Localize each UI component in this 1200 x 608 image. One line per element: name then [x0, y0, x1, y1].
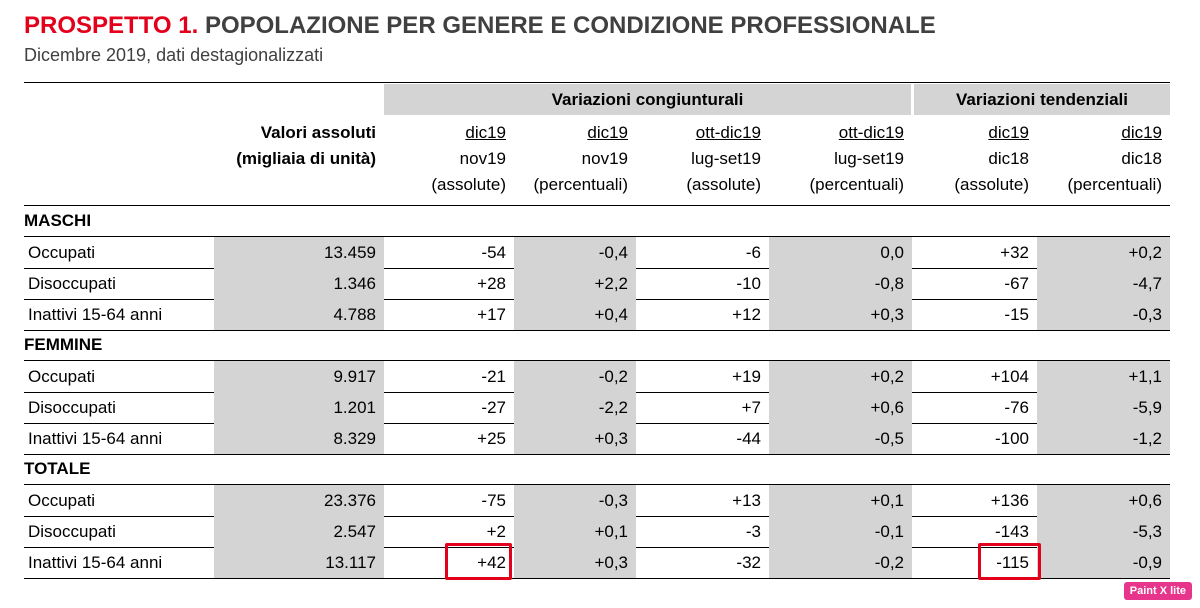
table-row [24, 237, 1170, 268]
variation-cell: -0,1 [769, 516, 912, 547]
table-row [24, 268, 1170, 299]
variation-cell: +42 [477, 553, 506, 572]
abs-values-header [214, 120, 376, 172]
variation-cell: +104 [990, 367, 1029, 386]
section-header: FEMMINE [24, 335, 103, 354]
variation-cell: +0,1 [769, 485, 912, 516]
absolute-value-cell: 9.917 [214, 361, 384, 392]
variation-cell: +19 [732, 367, 761, 386]
table-subtitle: Dicembre 2019, dati destagionalizzati [24, 45, 324, 65]
variation-cell: -75 [481, 491, 506, 510]
column-header-3-line2: lug-set19 [691, 149, 761, 168]
variation-cell: +0,2 [1037, 237, 1170, 268]
abs-header-line1: Valori assoluti [260, 123, 376, 142]
absolute-value-cell: 1.201 [214, 392, 384, 423]
variation-cell: -0,5 [769, 423, 912, 454]
row-label: Inattivi 15-64 anni [28, 305, 163, 324]
variation-cell: -10 [736, 274, 761, 293]
variation-cell: +0,4 [514, 299, 636, 330]
absolute-value-cell: 13.117 [214, 547, 384, 578]
variation-cell: -4,7 [1037, 268, 1170, 299]
column-header-2-line2: nov19 [581, 149, 628, 168]
variation-cell: -6 [745, 243, 761, 262]
column-header-3 [636, 120, 761, 198]
column-header-2-line1: dic19 [587, 123, 628, 142]
variation-cell: +7 [741, 398, 761, 417]
variation-cell: -0,3 [1037, 299, 1170, 330]
variation-cell: -21 [481, 367, 506, 386]
header-bottom-rule [24, 205, 1170, 206]
variation-cell: +0,6 [769, 392, 912, 423]
variation-cell: -115 [996, 553, 1029, 572]
column-header-5-line2: dic18 [988, 149, 1029, 168]
column-header-1-line1: dic19 [465, 123, 506, 142]
variation-cell: -44 [736, 429, 761, 448]
variation-cell: +12 [732, 305, 761, 324]
column-header-6-line1: dic19 [1121, 123, 1162, 142]
abs-header-line2: (migliaia di unità) [236, 149, 376, 168]
column-header-2 [514, 120, 628, 198]
variation-cell: -2,2 [514, 392, 636, 423]
absolute-value-cell: 2.547 [214, 516, 384, 547]
variation-cell: +28 [477, 274, 506, 293]
column-header-4 [769, 120, 904, 198]
variation-cell: +13 [732, 491, 761, 510]
row-label: Inattivi 15-64 anni [28, 429, 163, 448]
variation-cell: +0,6 [1037, 485, 1170, 516]
absolute-value-cell: 13.459 [214, 237, 384, 268]
variation-cell: +0,2 [769, 361, 912, 392]
row-label: Disoccupati [28, 274, 116, 293]
group-header-congiunturali: Variazioni congiunturali [384, 84, 911, 115]
column-header-4-line1: ott-dic19 [838, 123, 904, 142]
variation-cell: +25 [477, 429, 506, 448]
variation-cell: -100 [994, 429, 1029, 448]
column-header-4-line3: (percentuali) [809, 175, 904, 194]
variation-cell: 0,0 [769, 237, 912, 268]
table-row [24, 485, 1170, 516]
column-header-5-line3: (assolute) [954, 175, 1029, 194]
row-label: Inattivi 15-64 anni [28, 553, 163, 572]
variation-cell: -0,9 [1037, 547, 1170, 578]
section-header: TOTALE [24, 459, 91, 478]
variation-cell: +0,3 [514, 423, 636, 454]
variation-cell: +136 [990, 491, 1029, 510]
variation-cell: -5,9 [1037, 392, 1170, 423]
column-header-1-line3: (assolute) [431, 175, 506, 194]
variation-cell: -76 [1004, 398, 1029, 417]
column-header-5 [912, 120, 1029, 198]
column-header-1-line2: nov19 [459, 149, 506, 168]
paint-x-lite-badge: Paint X lite [1124, 582, 1192, 600]
title-prefix: PROSPETTO 1. [24, 12, 199, 39]
row-label: Occupati [28, 491, 96, 510]
table-row [24, 299, 1170, 330]
column-header-6-line2: dic18 [1121, 149, 1162, 168]
absolute-value-cell: 23.376 [214, 485, 384, 516]
table-row [24, 392, 1170, 423]
variation-cell: -0,2 [769, 547, 912, 578]
column-header-4-line2: lug-set19 [834, 149, 904, 168]
table-row [24, 423, 1170, 454]
row-label: Occupati [28, 367, 96, 386]
table-row [24, 361, 1170, 392]
column-header-6 [1037, 120, 1162, 198]
variation-cell: -32 [736, 553, 761, 572]
variation-cell: +17 [477, 305, 506, 324]
title-text: POPOLAZIONE PER GENERE E CONDIZIONE PROFESSIONALE [204, 12, 936, 39]
variation-cell: -0,4 [514, 237, 636, 268]
variation-cell: -5,3 [1037, 516, 1170, 547]
table-title [24, 12, 936, 40]
variation-cell: -3 [745, 522, 761, 541]
variation-cell: +0,3 [514, 547, 636, 578]
column-header-3-line1: ott-dic19 [695, 123, 761, 142]
absolute-value-cell: 1.346 [214, 268, 384, 299]
highlight-box-dic19-nov19-assolute [445, 543, 512, 580]
variation-cell: -143 [994, 522, 1029, 541]
variation-cell: -0,8 [769, 268, 912, 299]
column-header-5-line1: dic19 [988, 123, 1029, 142]
absolute-value-cell: 4.788 [214, 299, 384, 330]
row-label: Disoccupati [28, 522, 116, 541]
variation-cell: +2,2 [514, 268, 636, 299]
group-header-tendenziali: Variazioni tendenziali [914, 84, 1170, 115]
variation-cell: +0,3 [769, 299, 912, 330]
row-divider [24, 330, 1170, 331]
variation-cell: -27 [481, 398, 506, 417]
row-label: Occupati [28, 243, 96, 262]
variation-cell: +32 [1000, 243, 1029, 262]
row-divider [24, 454, 1170, 455]
row-label: Disoccupati [28, 398, 116, 417]
column-header-2-line3: (percentuali) [533, 175, 628, 194]
highlight-box-dic19-dic18-assolute [978, 543, 1041, 580]
variation-cell: -1,2 [1037, 423, 1170, 454]
variation-cell: -54 [481, 243, 506, 262]
column-header-3-line3: (assolute) [686, 175, 761, 194]
variation-cell: -15 [1004, 305, 1029, 324]
section-header: MASCHI [24, 211, 92, 230]
variation-cell: +0,1 [514, 516, 636, 547]
column-header-6-line3: (percentuali) [1067, 175, 1162, 194]
top-rule [24, 82, 1170, 83]
variation-cell: -0,3 [514, 485, 636, 516]
variation-cell: +1,1 [1037, 361, 1170, 392]
absolute-value-cell: 8.329 [214, 423, 384, 454]
variation-cell: +2 [486, 522, 506, 541]
variation-cell: -67 [1004, 274, 1029, 293]
variation-cell: -0,2 [514, 361, 636, 392]
column-header-1 [384, 120, 506, 198]
